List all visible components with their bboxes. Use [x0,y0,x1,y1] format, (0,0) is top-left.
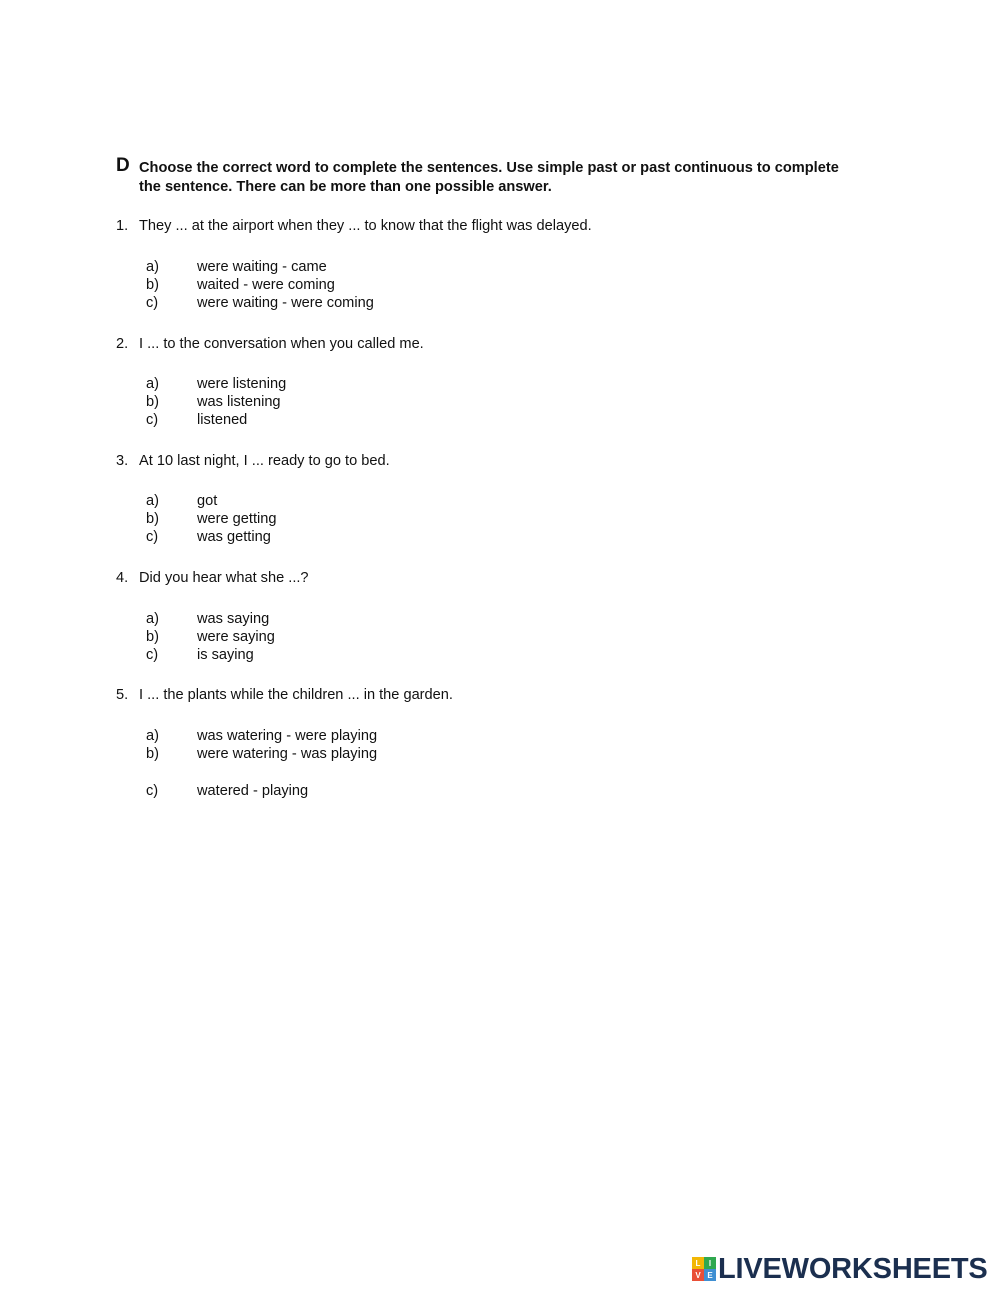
option-label: c) [146,529,159,545]
option-label: c) [146,412,159,428]
option-label: a) [146,611,159,627]
question-5 [116,687,453,703]
question-text: I ... the plants while the children ... in the garden. [139,687,453,703]
option-text: were waiting - were coming [197,295,374,311]
option-label: c) [146,783,159,799]
option-text: listened [197,412,248,428]
option-text: were saying [197,629,275,645]
option-label: b) [146,629,159,645]
logo-mark-cell: L [692,1257,704,1269]
question-number: 3. [116,453,129,469]
option-label: a) [146,259,159,275]
logo-mark-icon [692,1257,716,1281]
logo-text: LIVEWORKSHEETS [718,1252,988,1285]
option-text: watered - playing [197,783,309,799]
option-label: a) [146,493,159,509]
logo-mark-cell: E [704,1269,716,1281]
logo-mark-cell: V [692,1269,704,1281]
question-text: I ... to the conversation when you called me. [139,336,424,352]
option-text: were waiting - came [197,259,327,275]
option-label: a) [146,728,159,744]
question-4 [116,570,309,586]
question-2 [116,336,424,352]
option-label: b) [146,394,159,410]
option-label: a) [146,376,159,392]
logo-mark-cell: I [704,1257,716,1269]
option-text: was watering - were playing [197,728,378,744]
option-label: c) [146,647,159,663]
question-text: Did you hear what she ...? [139,570,309,586]
option-text: waited - were coming [197,277,335,293]
option-text: is saying [197,647,254,663]
option-text: got [197,493,218,509]
option-label: b) [146,746,159,762]
option-text: was saying [197,611,270,627]
option-text: was getting [197,529,271,545]
option-text: were listening [197,376,287,392]
option-text: were watering - was playing [197,746,378,762]
option-label: c) [146,295,159,311]
instructions: Choose the correct word to complete the sentences. Use simple past or past continuous to complete the sentence. There can be more than one possible answer. [139,160,839,195]
question-number: 2. [116,336,129,352]
question-number: 1. [116,218,129,234]
question-text: They ... at the airport when they ... to know that the flight was delayed. [139,218,592,234]
question-3 [116,453,390,469]
option-text: were getting [197,511,277,527]
section-letter: D [116,155,130,176]
question-1 [116,218,592,234]
option-label: b) [146,277,159,293]
question-text: At 10 last night, I ... ready to go to bed. [139,453,390,469]
option-label: b) [146,511,159,527]
question-number: 5. [116,687,129,703]
question-number: 4. [116,570,129,586]
option-text: was listening [197,394,281,410]
liveworksheets-logo [692,1252,988,1286]
